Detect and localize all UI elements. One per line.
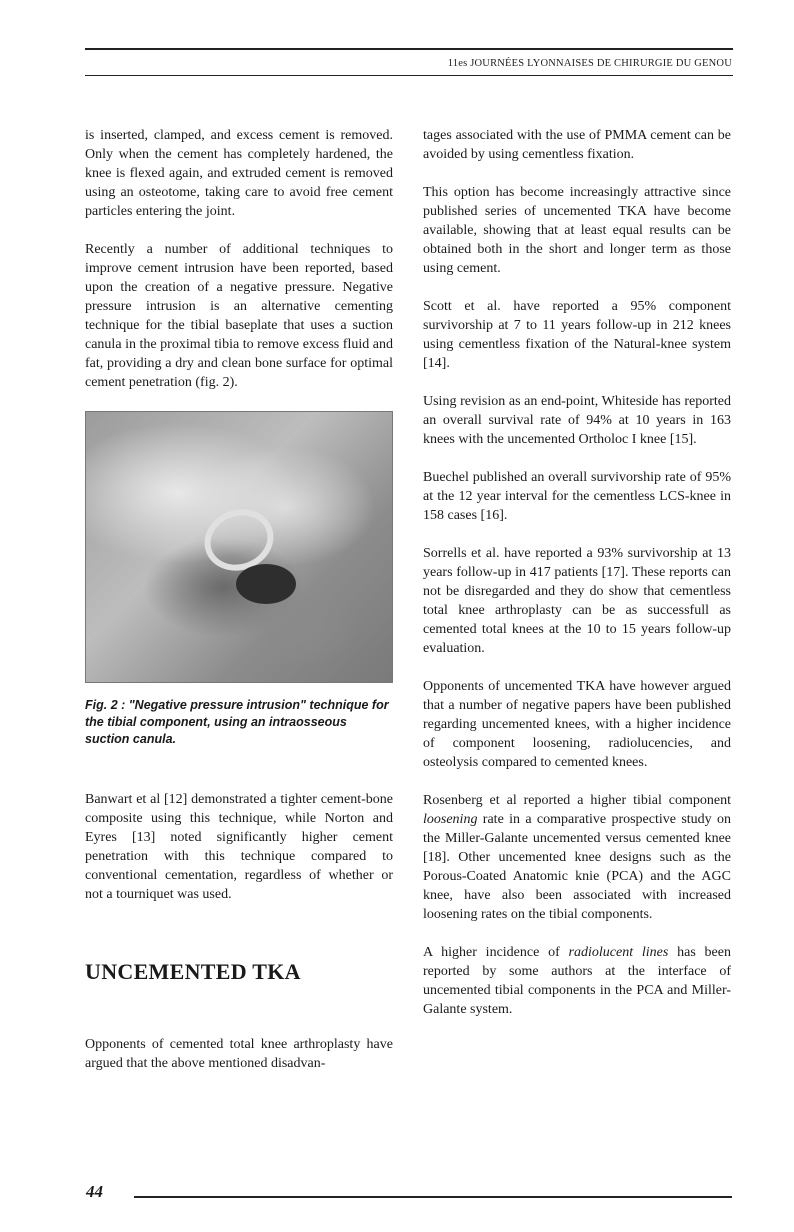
text-run: has been reported by some authors at the interface of uncemented tibial components in the PCA and Miller-Galante system.	[423, 945, 731, 1017]
paragraph: tages associated with the use of PMMA cement can be avoided by using cementless fixation.	[423, 128, 731, 162]
photo-shadow	[236, 564, 296, 604]
emphasis: loosening	[423, 812, 478, 827]
paragraph: is inserted, clamped, and excess cement is removed. Only when the cement has completely hardened, the knee is flexed again, and extruded cement is removed using an osteotome, taking care to avoid free cement particles entering the joint.	[85, 128, 393, 219]
paragraph	[423, 943, 731, 1019]
paragraph: Opponents of cemented total knee arthroplasty have argued that the above mentioned disadvan-	[85, 1037, 393, 1071]
header-rule-bottom	[85, 75, 733, 76]
header-rule-top	[85, 48, 733, 50]
emphasis: radiolucent lines	[568, 945, 669, 960]
right-column	[423, 126, 731, 1038]
left-column	[85, 126, 393, 1092]
paragraph: Banwart et al [12] demonstrated a tighter cement-bone composite using this technique, while Norton and Eyres [13] noted significantly higher cement penetration with this technique compared to conventional cementation, regardless of whether or not a tourniquet was used.	[85, 792, 393, 902]
paragraph: Opponents of uncemented TKA have however argued that a number of negative papers have been published regarding uncemented knees, with a higher incidence of component loosening, radiolucencies, and osteolysis compared to cemented knees.	[423, 679, 731, 770]
figure-photo	[85, 411, 393, 683]
paragraph: Buechel published an overall survivorship rate of 95% at the 12 year interval for the cementless LCS-knee in 158 cases [16].	[423, 470, 731, 523]
paragraph: Sorrells et al. have reported a 93% survivorship at 13 years follow-up in 417 patients [17]. These reports can not be disregarded and they do show that cementless total knee arthroplasty can be as successfull as cemented total knees at the 10 to 15 years follow-up evaluation.	[423, 546, 731, 656]
paragraph	[423, 791, 731, 924]
paragraph: Scott et al. have reported a 95% component survivorship at 7 to 11 years follow-up in 212 knees using cementless fixation of the Natural-knee system [14].	[423, 299, 731, 371]
text-run: rate in a comparative prospective study on the Miller-Galante uncemented versus cemented knee [18]. Other uncemented knee designs such as the Porous-Coated Anatomic knie (PCA) and the AGC knee, have also been associated with increased loosening rates on the tibial components.	[423, 812, 731, 922]
paragraph: Recently a number of additional techniques to improve cement intrusion have been reported, based upon the creation of a negative pressure. Negative pressure intrusion is an alternative cementing technique for the tibial baseplate that uses a suction canula in the proximal tibia to remove excess fluid and fat, providing a dry and clean bone surface for optimal cement penetration (fig. 2).	[85, 242, 393, 390]
text-run: Rosenberg et al reported a higher tibial component	[423, 793, 731, 808]
page-number: 44	[86, 1182, 103, 1201]
paragraph: Using revision as an end-point, Whiteside has reported an overall survival rate of 94% at 10 years in 163 knees with the uncemented Ortholoc I knee [15].	[423, 394, 731, 447]
text-run: A higher incidence of	[423, 945, 569, 960]
section-title: UNCEMENTED TKA	[85, 959, 301, 984]
footer-rule	[134, 1196, 732, 1198]
running-head: 11es JOURNÉES LYONNAISES DE CHIRURGIE DU GENOU	[447, 58, 732, 69]
paragraph: This option has become increasingly attractive since published series of uncemented TKA have become available, showing that at least equal results can be obtained both in the short and longer term as those using cement.	[423, 185, 731, 276]
figure-caption: Fig. 2 : "Negative pressure intrusion" technique for the tibial component, using an intraosseous suction canula.	[85, 698, 389, 746]
